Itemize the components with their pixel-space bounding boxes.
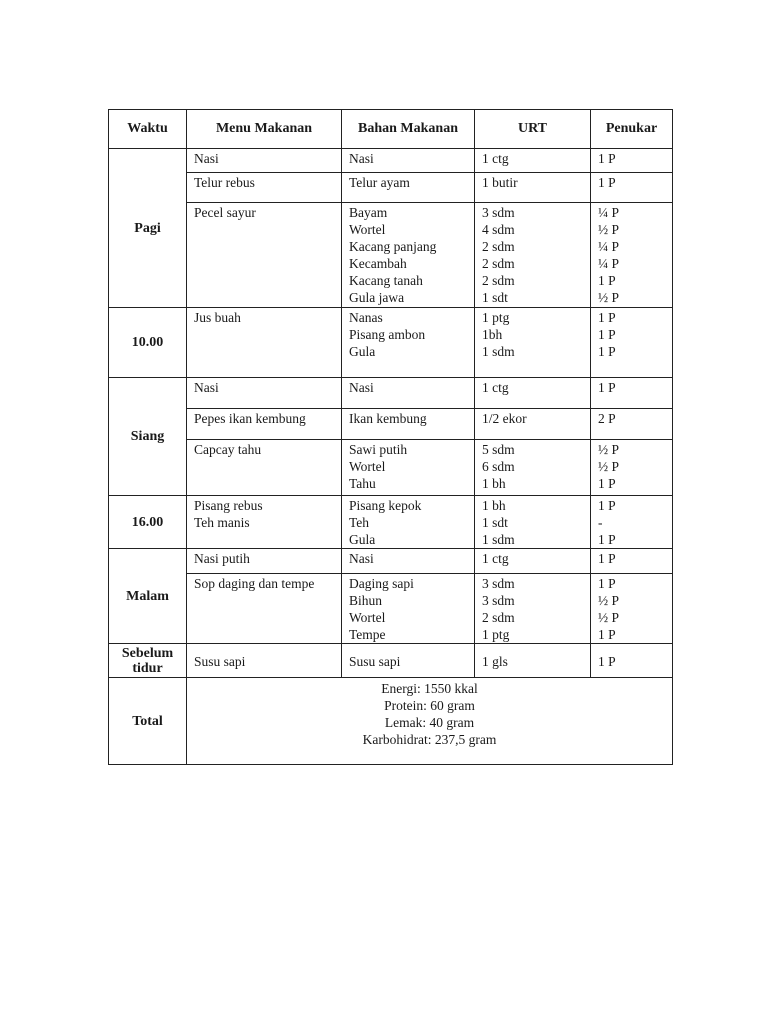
menu-cell: Telur rebus [187,173,342,203]
waktu-16: 16.00 [109,496,187,549]
menu-cell: Pisang rebus Teh manis [187,496,342,549]
table-row [109,440,673,496]
total-label: Total [109,678,187,765]
bahan-cell: Sawi putih Wortel Tahu [342,440,475,496]
urt-cell: 1 ctg [475,549,591,574]
table-row [109,308,673,378]
penukar-cell: ¼ P ½ P ¼ P ¼ P 1 P ½ P [591,203,673,308]
bahan-cell: Telur ayam [342,173,475,203]
urt-cell: 3 sdm 4 sdm 2 sdm 2 sdm 2 sdm 1 sdt [475,203,591,308]
penukar-cell: 1 P [591,378,673,409]
header-bahan: Bahan Makanan [342,110,475,149]
penukar-cell: 1 P [591,549,673,574]
table-row [109,574,673,644]
bahan-cell: Pisang kepok Teh Gula [342,496,475,549]
header-menu: Menu Makanan [187,110,342,149]
urt-cell: 3 sdm 3 sdm 2 sdm 1 ptg [475,574,591,644]
penukar-cell: 1 P - 1 P [591,496,673,549]
table-row [109,173,673,203]
total-karbohidrat: Karbohidrat: 237,5 gram [362,732,497,747]
bahan-cell: Ikan kembung [342,409,475,440]
menu-cell: Nasi putih [187,549,342,574]
bahan-cell: Nasi [342,378,475,409]
header-penukar: Penukar [591,110,673,149]
urt-cell: 1 ptg 1bh 1 sdm [475,308,591,378]
total-row [109,678,673,765]
table-row [109,409,673,440]
table-row [109,549,673,574]
bahan-cell: Nasi [342,549,475,574]
urt-cell: 5 sdm 6 sdm 1 bh [475,440,591,496]
penukar-cell: 1 P [591,644,673,678]
header-waktu: Waktu [109,110,187,149]
penukar-cell: ½ P ½ P 1 P [591,440,673,496]
total-protein: Protein: 60 gram [384,698,475,713]
meal-plan-table [108,109,673,765]
waktu-sebelum-tidur: Sebelum tidur [109,644,187,678]
penukar-cell: 2 P [591,409,673,440]
table-row [109,378,673,409]
penukar-cell: 1 P ½ P ½ P 1 P [591,574,673,644]
menu-cell: Susu sapi [187,644,342,678]
waktu-10: 10.00 [109,308,187,378]
menu-cell: Nasi [187,378,342,409]
total-energi: Energi: 1550 kkal [381,681,478,696]
penukar-cell: 1 P [591,173,673,203]
table-row [109,203,673,308]
penukar-cell: 1 P [591,149,673,173]
menu-cell: Sop daging dan tempe [187,574,342,644]
menu-cell: Pecel sayur [187,203,342,308]
header-urt: URT [475,110,591,149]
table-row [109,644,673,678]
menu-cell: Capcay tahu [187,440,342,496]
urt-cell: 1 butir [475,173,591,203]
waktu-siang: Siang [109,378,187,496]
menu-cell: Jus buah [187,308,342,378]
menu-cell: Pepes ikan kembung [187,409,342,440]
bahan-cell: Susu sapi [342,644,475,678]
waktu-malam: Malam [109,549,187,644]
bahan-cell: Nasi [342,149,475,173]
total-lemak: Lemak: 40 gram [384,715,475,730]
table-row [109,496,673,549]
bahan-cell: Bayam Wortel Kacang panjang Kecambah Kacang tanah Gula jawa [342,203,475,308]
penukar-cell: 1 P 1 P 1 P [591,308,673,378]
urt-cell: 1/2 ekor [475,409,591,440]
header-row [109,110,673,149]
total-summary [187,678,673,765]
urt-cell: 1 ctg [475,378,591,409]
waktu-pagi: Pagi [109,149,187,308]
urt-cell: 1 bh 1 sdt 1 sdm [475,496,591,549]
menu-cell: Nasi [187,149,342,173]
table-row [109,149,673,173]
bahan-cell: Nanas Pisang ambon Gula [342,308,475,378]
bahan-cell: Daging sapi Bihun Wortel Tempe [342,574,475,644]
urt-cell: 1 ctg [475,149,591,173]
urt-cell: 1 gls [475,644,591,678]
